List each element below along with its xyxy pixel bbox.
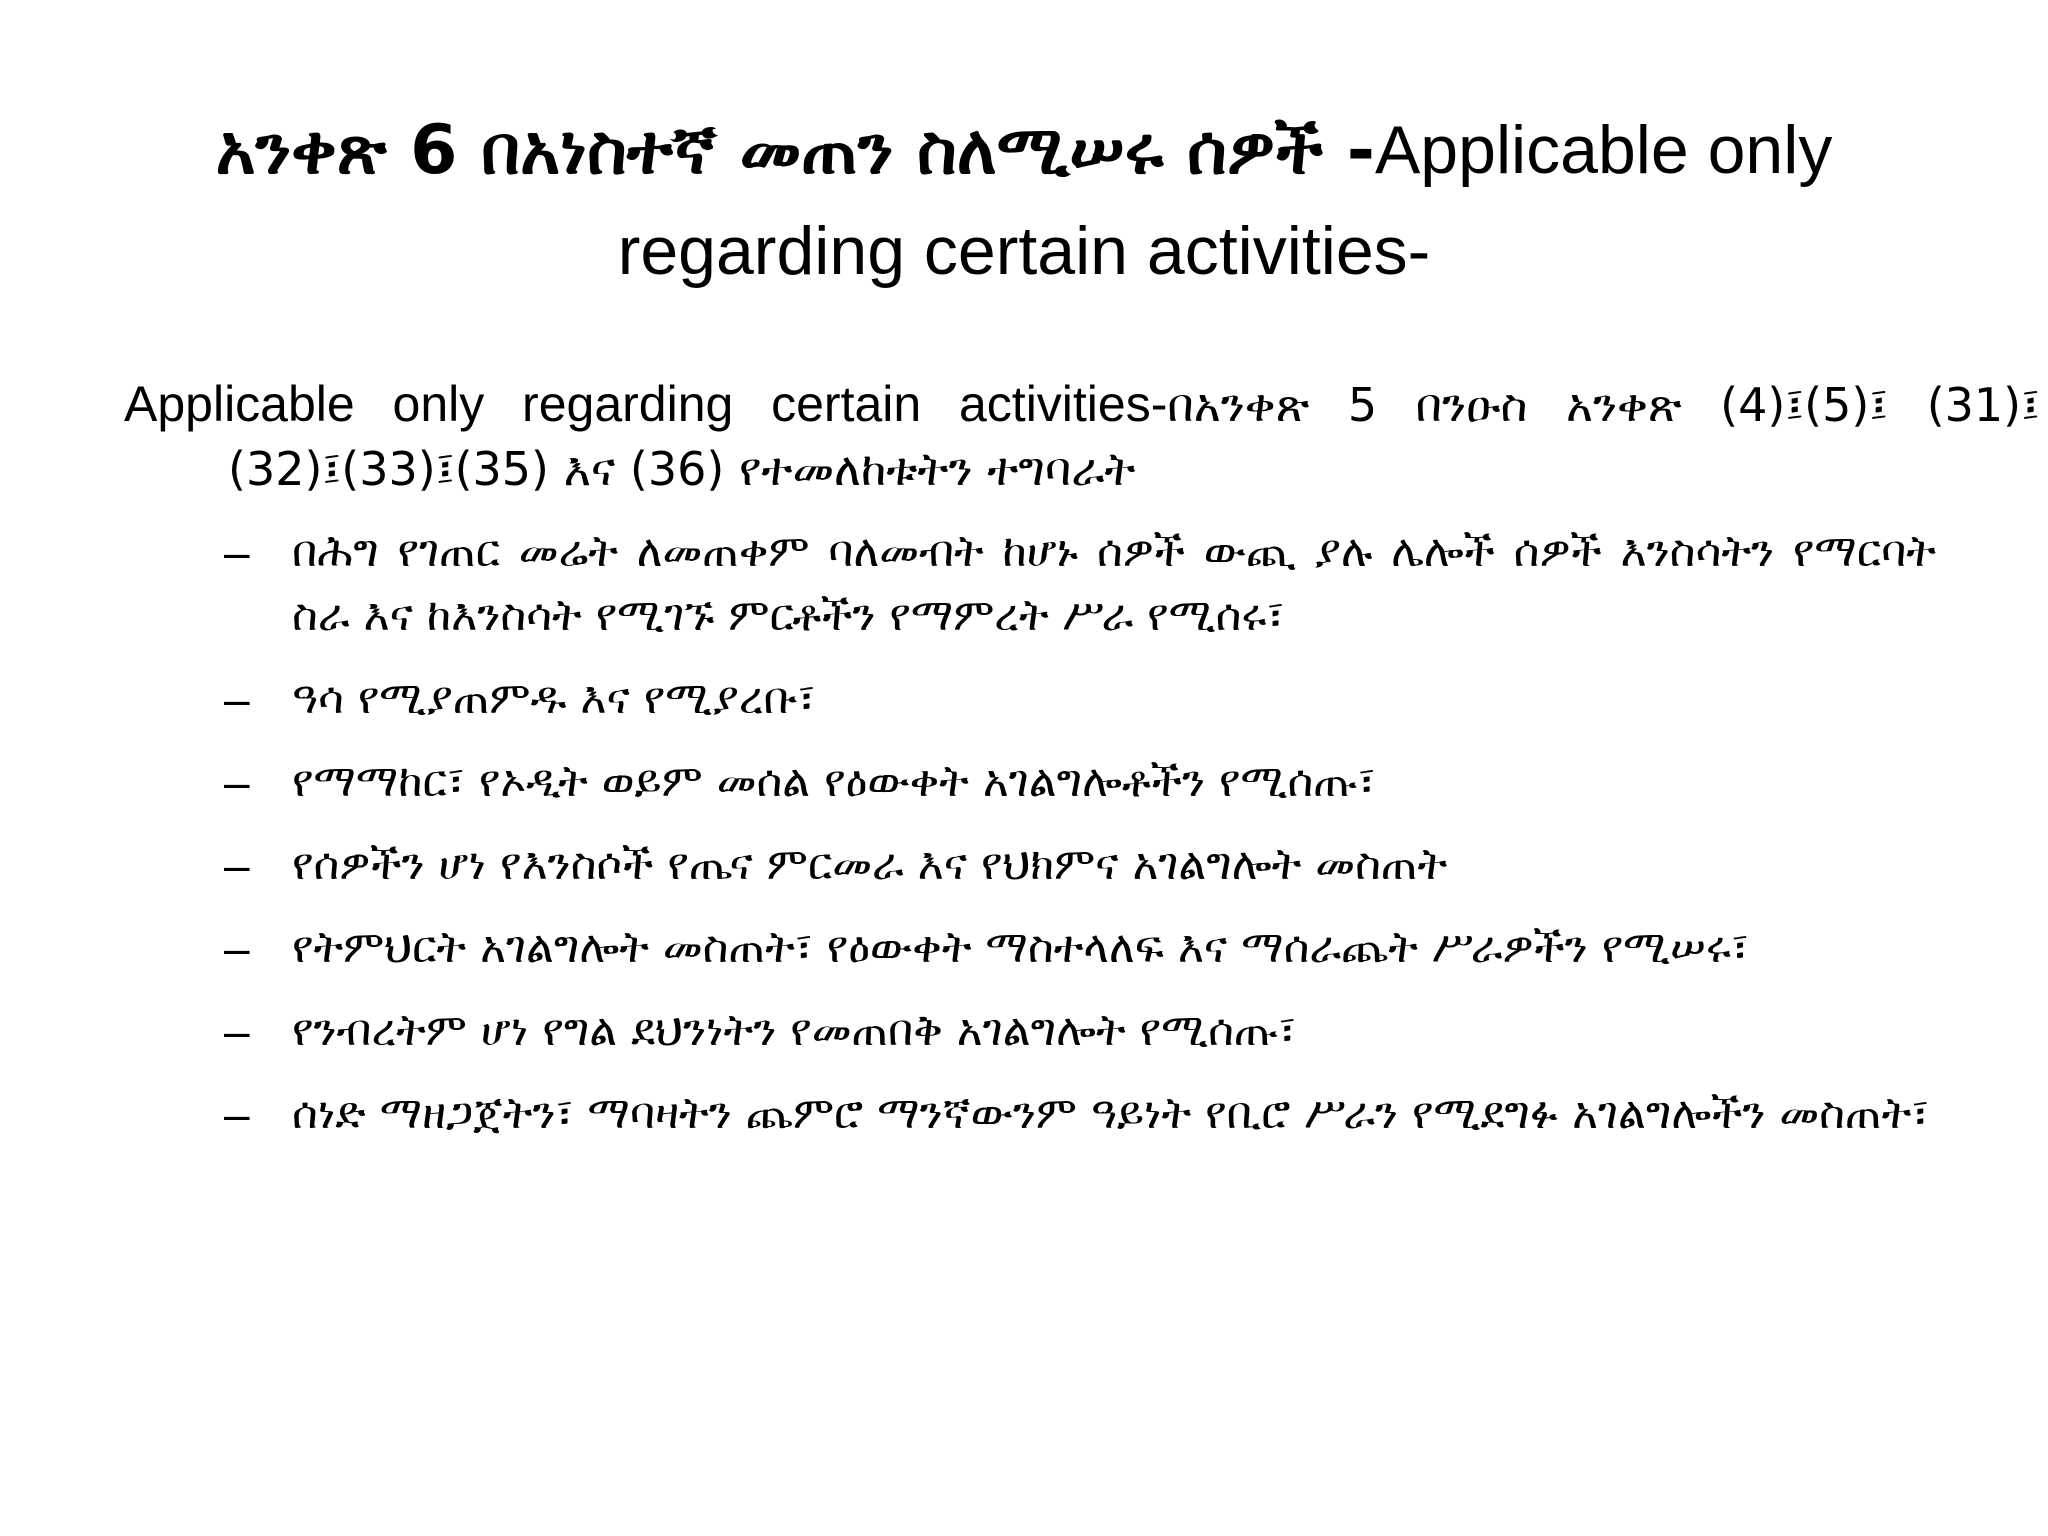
bullet-dash: –: [224, 1005, 250, 1057]
bullet-dash: –: [224, 839, 250, 891]
bullet-item: [224, 1082, 1936, 1146]
bullet-list: [224, 520, 1936, 1165]
slide-title: [100, 100, 1948, 302]
intro-paragraph: [124, 372, 2040, 501]
title-english-part1: Applicable only: [1374, 112, 1833, 188]
bullet-text: በሕግ የገጠር መሬት ለመጠቀም ባለመብት ከሆኑ ሰዎች ውጪ ያሉ ሌሎች ሰዎች እንስሳትን የማርባት ስራ እና ከእንስሳት የሚገኙ ምርቶችን የማምረት ሥራ የሚሰሩ፣: [292, 526, 1936, 641]
bullet-item: [224, 833, 1936, 897]
bullet-item: [224, 750, 1936, 814]
bullet-item: [224, 520, 1936, 648]
bullet-text: ሰነድ ማዘጋጀትን፣ ማባዛትን ጨምሮ ማንኛውንም ዓይነት የቢሮ ሥራን የሚደግፉ አገልግሎችን መስጠት፣: [292, 1088, 1930, 1139]
bullet-dash: –: [224, 673, 250, 725]
bullet-dash: –: [224, 922, 250, 974]
bullet-text: የማማከር፣ የኦዲት ወይም መሰል የዕውቀት አገልግሎቶችን የሚሰጡ፣: [292, 756, 1376, 807]
bullet-item: [224, 916, 1936, 980]
bullet-dash: –: [224, 1088, 250, 1140]
title-english-part2: regarding certain activities-: [617, 213, 1431, 289]
bullet-dash: –: [224, 526, 250, 578]
bullet-text: የሰዎችን ሆነ የእንስሶች የጤና ምርመራ እና የህክምና አገልግሎት መስጠት: [292, 839, 1448, 890]
bullet-item: [224, 999, 1936, 1063]
bullet-text: የንብረትም ሆነ የግል ደህንነትን የመጠበቅ አገልግሎት የሚሰጡ፣: [292, 1005, 1297, 1056]
bullet-text: ዓሳ የሚያጠምዱ እና የሚያረቡ፣: [292, 673, 816, 724]
title-amharic: አንቀጽ 6 በአነስተኛ መጠን ስለሚሠሩ ሰዎች -: [215, 111, 1375, 190]
intro-english: Applicable only regarding certain activities-: [124, 376, 1168, 432]
intro-amharic: በአንቀጽ 5 በንዑስ አንቀጽ (4)፤(5)፤ (31)፤ (32)፤(33)፤(35) እና (36) የተመለከቱትን ተግባራት: [228, 378, 2040, 496]
bullet-dash: –: [224, 756, 250, 808]
bullet-text: የትምህርት አገልግሎት መስጠት፣ የዕውቀት ማስተላለፍ እና ማሰራጨት ሥራዎችን የሚሠሩ፣: [292, 922, 1750, 973]
bullet-item: [224, 667, 1936, 731]
